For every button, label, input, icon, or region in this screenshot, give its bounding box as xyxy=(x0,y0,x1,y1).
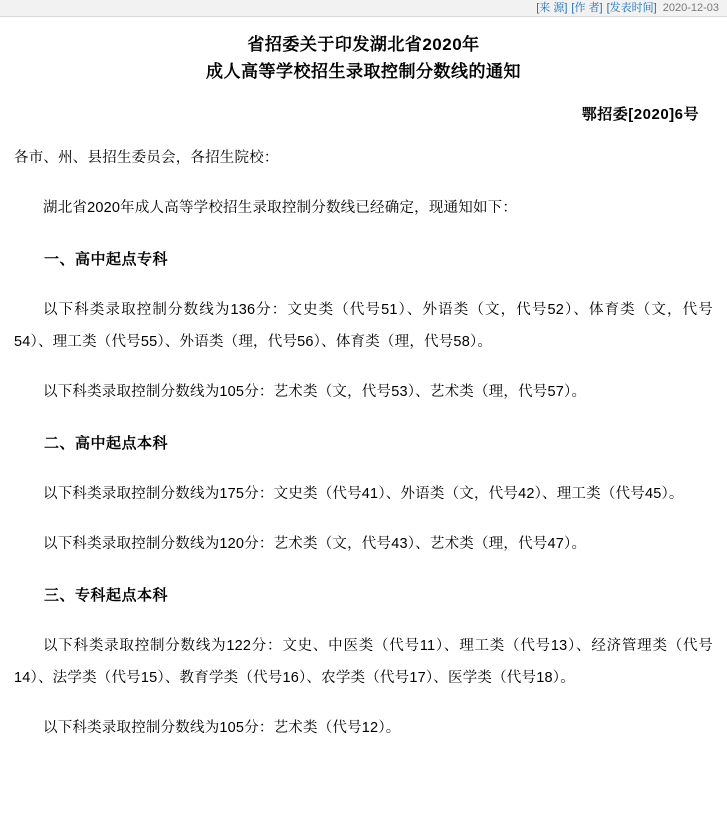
section-1-paragraph-1: 以下科类录取控制分数线为136分：文史类（代号51）、外语类（文，代号52）、体育类（文，代号54）、理工类（代号55）、外语类（理，代号56）、体育类（理，代号58）。 xyxy=(14,302,713,350)
meta-author-label: [作 者] xyxy=(571,2,603,14)
section-3-paragraph-1: 以下科类录取控制分数线为122分：文史、中医类（代号11）、理工类（代号13）、经济管理类（代号14）、法学类（代号15）、教育学类（代号16）、农学类（代号17）、医学类（代号18）。 xyxy=(14,638,713,686)
title-line-1: 省招委关于印发湖北省2020年 xyxy=(247,35,480,54)
document-title xyxy=(14,31,713,85)
section-heading-1: 一、高中起点专科 xyxy=(44,251,169,268)
document-content xyxy=(0,31,727,744)
section-heading-3: 三、专科起点本科 xyxy=(44,587,169,604)
meta-publish-date: 2020-12-03 xyxy=(662,2,719,14)
meta-source-label: [来 源] xyxy=(536,2,568,14)
document-meta-bar xyxy=(0,0,727,17)
meta-publish-label: [发表时间] xyxy=(606,2,657,14)
section-3-paragraph-2: 以下科类录取控制分数线为105分：艺术类（代号12）。 xyxy=(43,720,401,736)
intro-paragraph: 湖北省2020年成人高等学校招生录取控制分数线已经确定，现通知如下： xyxy=(43,200,518,216)
salutation-paragraph: 各市、州、县招生委员会，各招生院校： xyxy=(14,150,279,166)
title-line-2: 成人高等学校招生录取控制分数线的通知 xyxy=(206,62,521,81)
section-heading-2: 二、高中起点本科 xyxy=(44,435,169,452)
section-2-paragraph-2: 以下科类录取控制分数线为120分：艺术类（文，代号43）、艺术类（理，代号47）。 xyxy=(43,536,587,552)
section-2-paragraph-1: 以下科类录取控制分数线为175分：文史类（代号41）、外语类（文，代号42）、理工类（代号45）。 xyxy=(43,486,684,502)
section-1-paragraph-2: 以下科类录取控制分数线为105分：艺术类（文，代号53）、艺术类（理，代号57）。 xyxy=(43,384,587,400)
document-number: 鄂招委[2020]6号 xyxy=(581,106,699,123)
